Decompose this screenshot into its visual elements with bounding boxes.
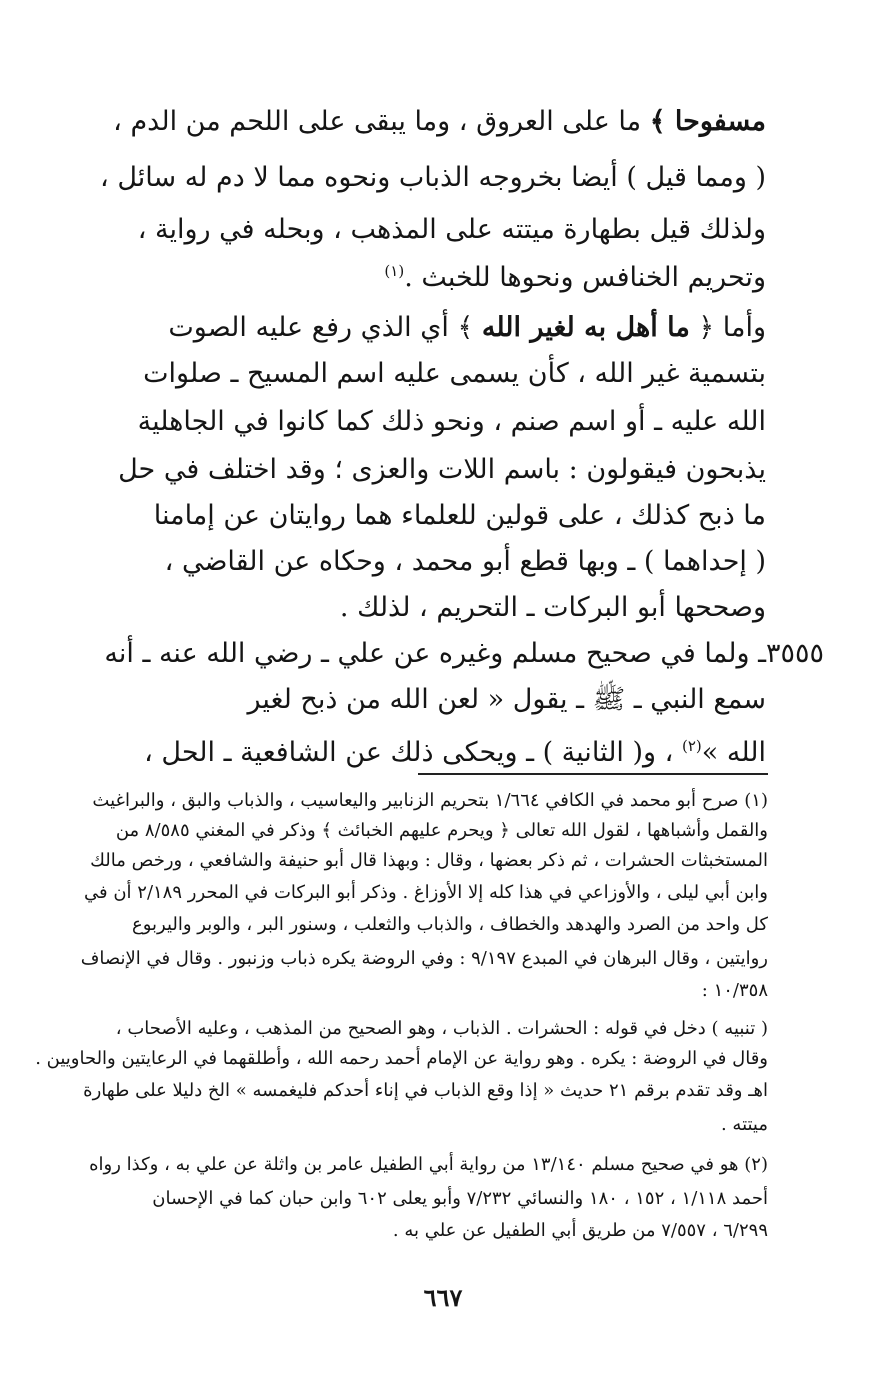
footnote-separator [418, 773, 768, 775]
footnote-line: أحمد ١/١١٨ ، ١٥٢ ، ١٨٠ والنسائي ٧/٢٣٢ وأبو يعلى ٦٠٢ وابن حبان كما في الإحسان [152, 1188, 768, 1209]
footnote-line: (١) صرح أبو محمد في الكافي ١/٦٦٤ بتحريم الزنابير واليعاسيب ، والذباب والبق ، والبراغيث [92, 790, 768, 811]
main-text-line [144, 718, 766, 781]
main-text-line: وصححها أبو البركات ـ التحريم ، لذلك . [339, 592, 766, 623]
main-text-line: سمع النبي ـ ﷺ ـ يقول « لعن الله من ذبح لغير [247, 684, 766, 715]
text-run: وأما ﴿ [689, 312, 766, 343]
footnote-line: روايتين ، وقال البرهان في المبدع ٩/١٩٧ : وفي الروضة يكره ذباب وزنبور . وقال في الإنصاف [80, 948, 768, 969]
footnote-line: (٢) هو في صحيح مسلم ١٣/١٤٠ من رواية أبي الطفيل عامر بن واثلة عن علي به ، وكذا رواه [89, 1154, 768, 1175]
text-run: وتحريم الخنافس ونحوها للخبث . [404, 262, 766, 293]
footnote-line: ١٠/٣٥٨ : [701, 980, 768, 1001]
footnote-line: كل واحد من الصرد والهدهد والخطاف ، والذباب والثعلب ، وسنور البر ، والوبر واليربوع [131, 914, 768, 935]
main-text-line [384, 243, 766, 306]
footnote-ref-2: (٢) [681, 737, 702, 755]
footnote-line: اهـ وقد تقدم برقم ٢١ حديث « إذا وقع الذباب في إناء أحدكم فليغمسه » الخ دليلا على طهارة [83, 1080, 768, 1101]
quran-phrase: ما أهل به لغير الله [481, 312, 690, 343]
hadith-number: ٣٥٥٥ [766, 638, 825, 669]
footnote-line: ٦/٢٩٩ ، ٧/٥٥٧ من طريق أبي الطفيل عن علي به . [392, 1220, 768, 1241]
main-text-line: ما ذبح كذلك ، على قولين للعلماء هما روايتان عن إمامنا [153, 500, 766, 531]
main-text-line: ( ومما قيل ) أيضا بخروجه الذباب ونحوه مما لا دم له سائل ، [100, 162, 766, 193]
main-text-line: يذبحون فيقولون : باسم اللات والعزى ؛ وقد اختلف في حل [118, 454, 766, 485]
main-text-line: ولذلك قيل بطهارة ميتته على المذهب ، وبحله في رواية ، [137, 214, 766, 245]
quran-word: مسفوحا ﴾ [649, 106, 766, 137]
footnote-line: وابن أبي ليلى ، والأوزاعي في هذا كله إلا الأوزاغ . وذكر أبو البركات في المحرر ٢/١٨٩ أن في [84, 882, 768, 903]
footnote-line: ( تنبيه ) دخل في قوله : الحشرات . الذباب ، وهو الصحيح من المذهب ، وعليه الأصحاب ، [115, 1018, 768, 1039]
text-run: ، و( الثانية ) ـ ويحكى ذلك عن الشافعية ـ الحل ، [144, 737, 682, 768]
footnote-line: ميتته . [720, 1114, 768, 1135]
footnote-line: والقمل وأشباهها ، لقول الله تعالى ﴿ ويحرم عليهم الخبائث ﴾ وذكر في المغني ٨/٥٨٥ من [115, 820, 768, 841]
main-text-line: الله عليه ـ أو اسم صنم ، ونحو ذلك كما كانوا في الجاهلية [137, 406, 766, 437]
footnote-ref-1: (١) [384, 262, 405, 280]
main-text-line [113, 94, 766, 150]
text-run: ما على العروق ، وما يبقى على اللحم من الدم ، [113, 106, 650, 137]
text-run: ﴾ أي الذي رفع عليه الصوت [168, 312, 482, 343]
main-text-line: ( إحداهما ) ـ وبها قطع أبو محمد ، وحكاه عن القاضي ، [164, 546, 766, 577]
footnote-line: وقال في الروضة : يكره . وهو رواية عن الإمام أحمد رحمه الله ، وأطلقهما في الرعايتين والحاويين . [35, 1048, 768, 1069]
footnote-line: المستخبثات الحشرات ، ثم ذكر بعضها ، وقال : وبهذا قال أبو حنيفة والشافعي ، ورخص مالك [90, 850, 768, 871]
text-run: ـ ولما في صحيح مسلم وغيره عن علي ـ رضي الله عنه ـ أنه [104, 638, 766, 669]
page-number: ٦٦٧ [423, 1283, 463, 1312]
main-text-line: بتسمية غير الله ، كأن يسمى عليه اسم المسيح ـ صلوات [143, 358, 766, 389]
text-run: الله » [701, 737, 766, 768]
